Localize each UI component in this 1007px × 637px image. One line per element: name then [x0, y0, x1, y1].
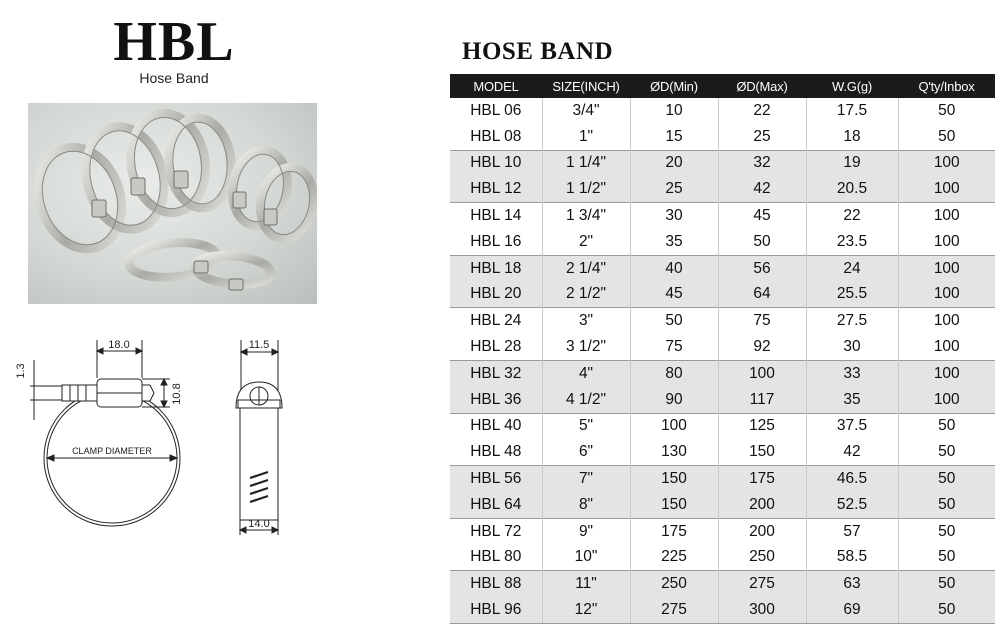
table-row [450, 150, 995, 176]
cell-size: 2 1/2" [542, 282, 630, 308]
cell-dmax: 125 [718, 413, 806, 439]
section-title: HOSE BAND [462, 38, 614, 65]
cell-model: HBL 40 [450, 413, 542, 439]
cell-qty: 50 [898, 466, 995, 492]
cell-weight: 23.5 [806, 229, 898, 255]
cell-weight: 33 [806, 360, 898, 386]
cell-dmax: 22 [718, 98, 806, 124]
product-photo [28, 103, 317, 304]
cell-model: HBL 18 [450, 255, 542, 281]
cell-weight: 63 [806, 571, 898, 597]
cell-weight: 17.5 [806, 98, 898, 124]
table-row [450, 518, 995, 544]
cell-weight: 18 [806, 124, 898, 150]
table-row [450, 282, 995, 308]
cell-weight: 27.5 [806, 308, 898, 334]
cell-size: 10" [542, 545, 630, 571]
hose-clamps-image [28, 103, 317, 304]
cell-model: HBL 80 [470, 548, 522, 566]
cell-dmin: 90 [630, 387, 718, 413]
cell-dmax: 100 [718, 360, 806, 386]
cell-weight: 58.5 [806, 545, 898, 571]
dim-width-top: 18.0 [108, 339, 130, 351]
table-row [450, 255, 995, 281]
table-row [450, 492, 995, 518]
brand-subtitle: Hose Band [139, 70, 209, 86]
cell-weight: 57 [806, 518, 898, 544]
table-row [450, 545, 995, 571]
cell-qty: 100 [898, 229, 995, 255]
cell-dmin: 250 [630, 571, 718, 597]
cell-qty: 100 [898, 387, 995, 413]
cell-dmin: 35 [630, 229, 718, 255]
header-model: MODEL [450, 74, 542, 98]
table-row [450, 597, 995, 623]
dim-profile-top: 11.5 [248, 339, 270, 351]
cell-model: HBL 32 [450, 360, 542, 386]
table-row [450, 203, 995, 229]
cell-dmin: 75 [630, 334, 718, 360]
cell-qty: 100 [898, 150, 995, 176]
table-row [450, 98, 995, 124]
table-row [450, 334, 995, 360]
cell-weight: 25.5 [806, 282, 898, 308]
clamp-technical-drawing [14, 330, 304, 540]
cell-model: HBL 24 [450, 308, 542, 334]
header-size: SIZE(INCH) [542, 74, 630, 98]
cell-qty: 50 [898, 413, 995, 439]
cell-dmax: 117 [718, 387, 806, 413]
cell-model: HBL 12 [450, 176, 542, 202]
cell-dmin: 175 [630, 518, 718, 544]
cell-dmax: 32 [718, 150, 806, 176]
cell-weight: 69 [806, 597, 898, 623]
cell-qty: 50 [898, 545, 995, 571]
cell-dmax: 64 [718, 282, 806, 308]
table-row [450, 439, 995, 465]
cell-qty: 50 [898, 571, 995, 597]
cell-weight: 19 [806, 150, 898, 176]
cell-qty: 50 [898, 124, 995, 150]
cell-dmin: 10 [630, 98, 718, 124]
table-row [450, 387, 995, 413]
cell-weight: 52.5 [806, 492, 898, 518]
cell-size: 3" [542, 308, 630, 334]
cell-model: HBL 08 [470, 127, 522, 145]
cell-size: 12" [542, 597, 630, 623]
cell-qty: 50 [898, 439, 995, 465]
cell-dmax: 45 [718, 203, 806, 229]
cell-dmin: 15 [630, 124, 718, 150]
cell-size: 3 1/2" [542, 334, 630, 360]
cell-qty: 50 [898, 98, 995, 124]
cell-dmax: 50 [718, 229, 806, 255]
cell-weight: 46.5 [806, 466, 898, 492]
table-row [450, 360, 995, 386]
cell-size: 2 1/4" [542, 255, 630, 281]
cell-model: HBL 96 [450, 597, 542, 623]
cell-weight: 42 [806, 439, 898, 465]
dim-height-side: 10.8 [171, 383, 183, 405]
cell-size: 4 1/2" [542, 387, 630, 413]
cell-weight: 22 [806, 203, 898, 229]
cell-qty: 50 [898, 492, 995, 518]
cell-size: 3/4" [542, 98, 630, 124]
cell-dmin: 40 [630, 255, 718, 281]
dim-profile-bottom: 14.0 [248, 518, 270, 530]
cell-dmin: 30 [630, 203, 718, 229]
cell-dmax: 42 [718, 176, 806, 202]
cell-size: 11" [542, 571, 630, 597]
cell-size: 7" [542, 466, 630, 492]
table-row [450, 466, 995, 492]
cell-qty: 100 [898, 255, 995, 281]
dim-band-gap: 1.3 [15, 363, 27, 379]
cell-size: 9" [542, 518, 630, 544]
cell-weight: 20.5 [806, 176, 898, 202]
cell-model: HBL 10 [450, 150, 542, 176]
cell-dmin: 25 [630, 176, 718, 202]
cell-model: HBL 88 [450, 571, 542, 597]
cell-weight: 24 [806, 255, 898, 281]
table-row [450, 176, 995, 202]
spec-table [450, 74, 995, 624]
table-row [450, 571, 995, 597]
cell-model: HBL 64 [450, 492, 542, 518]
cell-model: HBL 28 [470, 338, 522, 356]
cell-weight: 30 [806, 334, 898, 360]
table-header-row [450, 74, 995, 98]
cell-model: HBL 14 [450, 203, 542, 229]
cell-size: 8" [542, 492, 630, 518]
header-diameter-max: ØD(Max) [718, 74, 806, 98]
cell-qty: 100 [898, 282, 995, 308]
cell-dmin: 45 [630, 282, 718, 308]
cell-dmin: 130 [630, 439, 718, 465]
cell-model: HBL 06 [470, 101, 522, 119]
cell-dmax: 25 [718, 124, 806, 150]
header-diameter-min: ØD(Min) [630, 74, 718, 98]
cell-qty: 100 [898, 308, 995, 334]
cell-dmax: 300 [718, 597, 806, 623]
cell-model: HBL 16 [470, 232, 522, 250]
cell-dmin: 20 [630, 150, 718, 176]
table-row [450, 413, 995, 439]
table-row [450, 229, 995, 255]
cell-qty: 50 [898, 597, 995, 623]
cell-dmax: 200 [718, 492, 806, 518]
cell-size: 4" [542, 360, 630, 386]
cell-dmin: 275 [630, 597, 718, 623]
cell-size: 1 1/2" [542, 176, 630, 202]
cell-weight: 37.5 [806, 413, 898, 439]
cell-model: HBL 36 [450, 387, 542, 413]
cell-qty: 100 [898, 334, 995, 360]
clamp-diameter-label: CLAMP DIAMETER [72, 446, 152, 456]
cell-model: HBL 72 [450, 518, 542, 544]
cell-dmax: 275 [718, 571, 806, 597]
cell-dmin: 50 [630, 308, 718, 334]
cell-model: HBL 56 [450, 466, 542, 492]
cell-weight: 35 [806, 387, 898, 413]
cell-dmax: 250 [718, 545, 806, 571]
cell-dmax: 75 [718, 308, 806, 334]
cell-size: 6" [542, 439, 630, 465]
cell-dmax: 200 [718, 518, 806, 544]
cell-qty: 100 [898, 176, 995, 202]
cell-dmax: 92 [718, 334, 806, 360]
cell-qty: 100 [898, 360, 995, 386]
cell-dmax: 56 [718, 255, 806, 281]
cell-model: HBL 20 [450, 282, 542, 308]
cell-dmin: 150 [630, 466, 718, 492]
table-row [450, 124, 995, 150]
cell-qty: 50 [898, 518, 995, 544]
brand-logo-title: HBL [113, 11, 235, 73]
cell-qty: 100 [898, 203, 995, 229]
table-row [450, 308, 995, 334]
cell-dmin: 80 [630, 360, 718, 386]
cell-size: 1 1/4" [542, 150, 630, 176]
header-quantity: Q'ty/Inbox [898, 74, 995, 98]
cell-dmin: 100 [630, 413, 718, 439]
header-weight: W.G(g) [806, 74, 898, 98]
cell-dmin: 150 [630, 492, 718, 518]
cell-size: 5" [542, 413, 630, 439]
cell-size: 1" [542, 124, 630, 150]
cell-size: 1 3/4" [542, 203, 630, 229]
cell-dmin: 225 [630, 545, 718, 571]
cell-dmax: 150 [718, 439, 806, 465]
cell-size: 2" [542, 229, 630, 255]
cell-dmax: 175 [718, 466, 806, 492]
cell-model: HBL 48 [470, 443, 522, 461]
